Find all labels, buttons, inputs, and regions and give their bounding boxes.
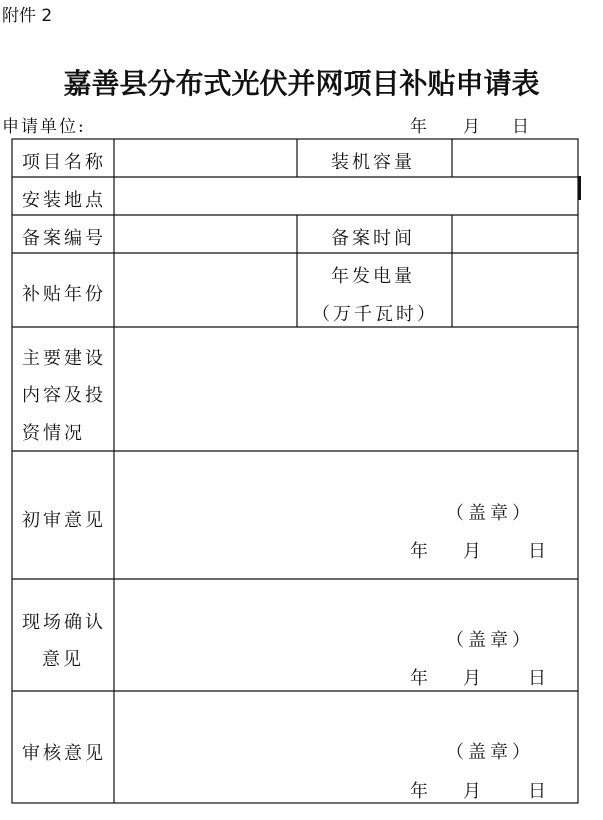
project-name-field[interactable] [115, 140, 296, 176]
site-confirm-label-2: 意见 [42, 649, 84, 670]
site-confirm-month: 月 [463, 668, 481, 689]
audit-year: 年 [410, 781, 428, 802]
initial-review-label: 初审意见 [22, 510, 106, 531]
construction-label-2: 内容及投 [22, 385, 106, 406]
site-confirm-day: 日 [528, 668, 546, 689]
audit-seal: （盖章） [446, 742, 534, 763]
record-no-label: 备案编号 [22, 228, 106, 249]
record-no-field[interactable] [115, 216, 296, 252]
applicant-label: 申请单位: [2, 117, 86, 137]
audit-label: 审核意见 [22, 743, 106, 764]
page-title: 嘉善县分布式光伏并网项目补贴申请表 [63, 67, 540, 100]
capacity-field[interactable] [453, 140, 577, 176]
location-field[interactable] [115, 178, 577, 214]
record-time-label: 备案时间 [331, 228, 415, 249]
initial-review-day: 日 [528, 541, 546, 562]
table-edge-mark [578, 176, 581, 200]
site-confirm-year: 年 [410, 668, 428, 689]
record-time-field[interactable] [453, 216, 577, 252]
project-name-label: 项目名称 [22, 152, 106, 173]
attachment-label: 附件 2 [2, 6, 53, 26]
header-date-year: 年 [410, 117, 427, 137]
site-confirm-field[interactable] [115, 580, 435, 620]
audit-field[interactable] [115, 692, 435, 732]
site-confirm-seal: （盖章） [446, 630, 534, 651]
location-label: 安装地点 [22, 190, 106, 211]
annual-gen-label-2: （万千瓦时） [312, 304, 438, 325]
header-date-month: 月 [463, 117, 480, 137]
construction-label-1: 主要建设 [22, 348, 106, 369]
subsidy-year-label: 补贴年份 [22, 284, 106, 305]
construction-label-3: 资情况 [22, 423, 85, 444]
audit-day: 日 [528, 781, 546, 802]
initial-review-month: 月 [463, 541, 481, 562]
initial-review-seal: （盖章） [446, 503, 534, 524]
audit-month: 月 [463, 781, 481, 802]
initial-review-year: 年 [410, 541, 428, 562]
annual-gen-label-1: 年发电量 [331, 266, 415, 287]
site-confirm-label-1: 现场确认 [22, 612, 106, 633]
construction-field[interactable] [115, 328, 577, 450]
header-date-day: 日 [512, 117, 529, 137]
capacity-label: 装机容量 [331, 152, 415, 173]
subsidy-year-field[interactable] [115, 254, 296, 326]
annual-gen-field[interactable] [453, 254, 577, 326]
initial-review-field[interactable] [115, 452, 435, 492]
